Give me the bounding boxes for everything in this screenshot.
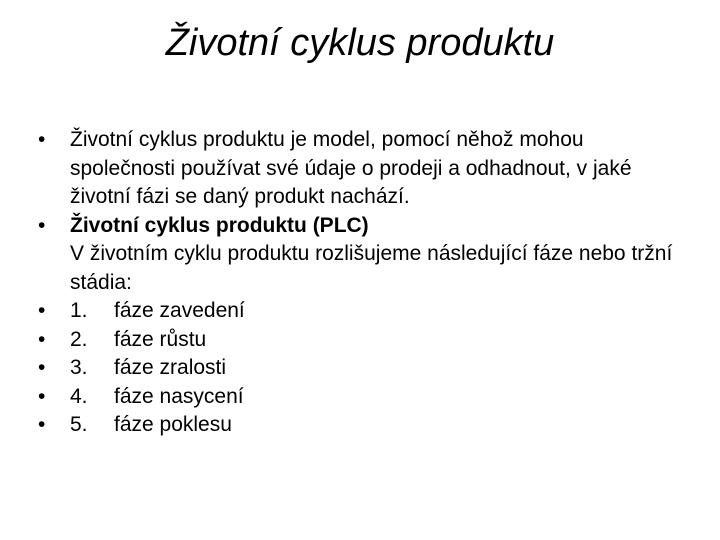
bullet-icon: •	[38, 384, 46, 408]
phase-item	[38, 297, 688, 326]
bullet-icon: •	[38, 327, 46, 351]
phase-item	[38, 383, 688, 412]
phase-label: fáze zavedení	[114, 299, 245, 322]
phase-number: 2.	[70, 327, 88, 351]
phase-item	[38, 411, 688, 440]
phase-number: 1.	[70, 299, 88, 322]
bullet-icon: •	[38, 356, 46, 379]
phase-label: fáze poklesu	[114, 413, 232, 436]
bullet-heading: Životní cyklus produktu (PLC)	[70, 213, 369, 237]
phase-label: fáze nasycení	[114, 384, 244, 408]
phase-label: fáze zralosti	[114, 356, 227, 379]
bullet-continuation	[38, 240, 688, 297]
phase-label: fáze růstu	[114, 327, 207, 351]
bullet-icon: •	[38, 413, 46, 436]
phase-number: 5.	[70, 413, 88, 436]
bullet-icon: •	[38, 299, 46, 322]
slide-body	[38, 126, 688, 440]
bullet-item-plc-heading	[38, 212, 688, 241]
bullet-item-intro	[38, 126, 688, 212]
slide-title: Životní cyklus produktu	[165, 22, 555, 64]
phase-number: 3.	[70, 356, 88, 379]
bullet-text: Životní cyklus produktu je model, pomocí něhož mohou společnosti používat své údaje o prodeji a odhadnout, v jaké životní fázi se daný produkt nachází.	[70, 128, 632, 208]
phase-number: 4.	[70, 384, 88, 408]
bullet-text: V životním cyklu produktu rozlišujeme následující fáze nebo tržní stádia:	[70, 242, 673, 294]
bullet-icon: •	[38, 128, 46, 151]
bullet-icon: •	[38, 213, 46, 237]
phase-item	[38, 354, 688, 383]
phase-item	[38, 326, 688, 355]
